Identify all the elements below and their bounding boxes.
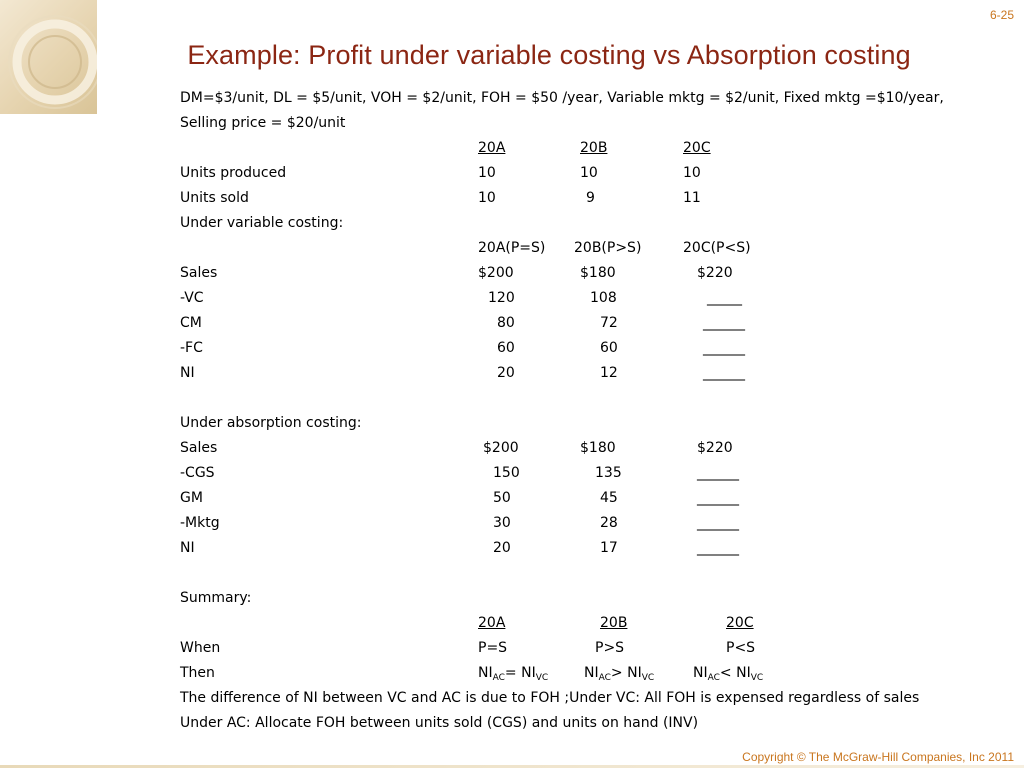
ni-relation-less: $NI_{AC}< NI_{VC}$ [693,665,764,683]
section-heading: Under variable costing: [180,215,344,231]
column-header: 20A(P=S) [478,240,546,256]
answer-blank: ______ [697,540,739,556]
row-label: Then [180,665,215,681]
row-label: NI [180,365,195,381]
ac-marketing-row [180,511,960,536]
ni-relation-greater: $NI_{AC}> NI_{VC}$ [584,665,655,683]
cell-value: 20 [497,365,515,381]
column-header: 20C [726,615,754,631]
column-header: 20A [478,140,506,156]
row-label: CM [180,315,202,331]
cell-value: 20 [493,540,511,556]
cell-value: 135 [595,465,622,481]
column-header: 20C [683,140,711,156]
cell-value: 60 [497,340,515,356]
units-sold-row [180,186,960,211]
cell-value: P>S [595,640,625,656]
row-label: Sales [180,265,218,281]
row-label: -FC [180,340,203,356]
ac-sales-row [180,436,960,461]
column-header: 20C(P<S) [683,240,751,256]
column-header: 20B [580,140,608,156]
copyright-footer: Copyright © The McGraw-Hill Companies, Inc 2011 [742,750,1014,764]
cell-value: 28 [600,515,618,531]
assumptions-line-2 [180,111,960,136]
ac-net-income-row [180,536,960,561]
vc-variable-cost-row [180,286,960,311]
production-header-row [180,136,960,161]
cell-value: 10 [478,165,496,181]
absorption-costing-heading-row [180,411,960,436]
cell-value: 50 [493,490,511,506]
cell-value: $180 [580,440,616,456]
summary-then-row [180,661,960,686]
row-label: Units sold [180,190,249,206]
summary-when-row [180,636,960,661]
cell-value: 17 [600,540,618,556]
slide-number: 6-25 [989,8,1014,22]
units-produced-row [180,161,960,186]
assumptions-text: DM=$3/unit, DL = $5/unit, VOH = $2/unit, FOH = $50 /year, Variable mktg = $2/unit, Fixed mktg =$10/year, [180,90,944,106]
cell-value: 10 [683,165,701,181]
summary-note: The difference of NI between VC and AC is due to FOH ;Under VC: All FOH is expensed regardless of sales [180,690,920,706]
variable-costing-header-row [180,236,960,261]
answer-blank: ______ [697,465,739,481]
cell-value: 72 [600,315,618,331]
slide-content [180,86,960,736]
cell-value: 120 [488,290,515,306]
row-label: Sales [180,440,218,456]
cell-value: 150 [493,465,520,481]
spacer-row [180,561,960,586]
row-label: -CGS [180,465,215,481]
slide-title: Example: Profit under variable costing vs Absorption costing [187,40,911,70]
answer-blank: ______ [703,315,745,331]
summary-note-2-row [180,711,960,736]
row-label: -VC [180,290,204,306]
vc-net-income-row [180,361,960,386]
column-header: 20B(P>S) [574,240,642,256]
cell-value: 80 [497,315,515,331]
spacer-row [180,386,960,411]
cell-value: $220 [697,265,733,281]
vc-sales-row [180,261,960,286]
section-heading: Under absorption costing: [180,415,362,431]
cell-value: 10 [478,190,496,206]
cell-value: 11 [683,190,701,206]
variable-costing-heading-row [180,211,960,236]
column-header: 20A [478,615,506,631]
answer-blank: _____ [707,290,742,306]
answer-blank: ______ [697,490,739,506]
answer-blank: ______ [703,340,745,356]
cell-value: 10 [580,165,598,181]
vc-fixed-cost-row [180,336,960,361]
ac-gross-margin-row [180,486,960,511]
cell-value: 45 [600,490,618,506]
vc-contribution-margin-row [180,311,960,336]
cell-value: 9 [586,190,595,206]
summary-header-row [180,611,960,636]
summary-heading-row [180,586,960,611]
assumptions-line-1 [180,86,960,111]
cell-value: 30 [493,515,511,531]
row-label: NI [180,540,195,556]
summary-note: Under AC: Allocate FOH between units sold (CGS) and units on hand (INV) [180,715,699,731]
cell-value: $200 [478,265,514,281]
cell-value: P=S [478,640,508,656]
row-label: Units produced [180,165,287,181]
cell-value: $180 [580,265,616,281]
column-header: 20B [600,615,628,631]
cell-value: P<S [726,640,756,656]
row-label: -Mktg [180,515,220,531]
section-heading: Summary: [180,590,252,606]
cell-value: $200 [483,440,519,456]
ac-cgs-row [180,461,960,486]
answer-blank: ______ [703,365,745,381]
cell-value: 108 [590,290,617,306]
cell-value: $220 [697,440,733,456]
selling-price-text: Selling price = $20/unit [180,115,346,131]
cell-value: 60 [600,340,618,356]
row-label: When [180,640,221,656]
row-label: GM [180,490,203,506]
ni-relation-equal: $NI_{AC}= NI_{VC}$ [478,665,549,683]
answer-blank: ______ [697,515,739,531]
cell-value: 12 [600,365,618,381]
summary-note-1-row [180,686,960,711]
